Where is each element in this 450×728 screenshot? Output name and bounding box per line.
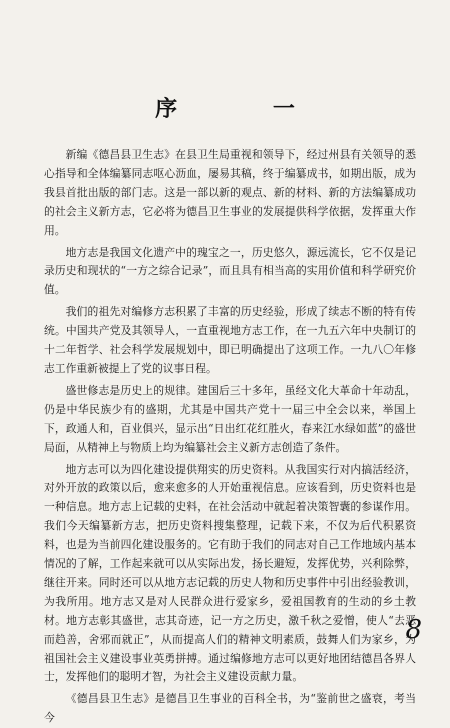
paragraph: 《德昌县卫生志》是德昌卫生事业的百科全书，为“鉴前世之盛衰，考当今 xyxy=(44,692,416,725)
paragraph: 盛世修志是历史上的规律。建国后三十多年，虽经文化大革命十年动乱，仍是中华民族少有的盛期，尤其是中国共产党十一届三中全会以来，举国上下，政通人和，百业俱兴，显示出“日出红花红胜火，春来江水绿如蓝”的盛世局面，从精神上与物质上均为编纂社会主义新方志创造了条件。 xyxy=(44,383,416,454)
page-number: 8 xyxy=(405,615,422,645)
paragraph: 新编《德昌县卫生志》在县卫生局重视和领导下，经过州县有关领导的悉心指导和全体编纂同志呕心沥血，屡易其稿，终于编纂成书，如期出版，成为我县首批出版的部门志。这是一部以新的观点、新的材料、新的方法编纂成功的社会主义新方志，它必将为德昌卫生事业的发展提供科学依据，发挥重大作用。 xyxy=(44,148,416,237)
preface-body xyxy=(44,146,416,728)
page-title: 序 一 xyxy=(155,96,339,122)
paragraph: 地方志是我国文化遗产中的瑰宝之一，历史悠久，源远流长，它不仅是记录历史和现状的“一方之综合记录”，而且具有相当高的实用价值和科学研究价值。 xyxy=(44,245,416,297)
paragraph: 我们的祖先对编修方志积累了丰富的历史经验，形成了续志不断的特有传统。中国共产党及其领导人，一直重视地方志工作，在一九五六年中央制订的十二年哲学、社会科学发展规划中，即已明确提出了这项工作。一九八〇年修志工作重新被提上了党的议事日程。 xyxy=(44,305,416,375)
paragraph: 地方志可以为四化建设提供翔实的历史资料。从我国实行对内搞活经济，对外开放的政策以后，愈来愈多的人开始重视信息。应该看到，历史资料也是一种信息。地方志上记载的史料，在社会活动中就起着决策智囊的参谋作用。我们今天编纂新方志，把历史资料搜集整理，记载下来，不仅为后代积累资料，也是为当前四化建设服务的。它有助于我们的同志对自己工作地域内基本情况的了解，工作起来就可以从实际出发，扬长避短，发挥优势，兴利除弊，继往开来。同时还可以从地方志记载的历史人物和历史事件中引出经验教训，为我所用。地方志又是对人民群众进行爱家乡，爱祖国教育的生动的乡土教材。地方志彰其盛世，志其奇迹，记一方之历史，激千秋之爱憎，使人“去恶而趋善，舍邪而就正”，从而提高人们的精神文明素质，鼓舞人们为家乡，为祖国社会主义建设事业英勇拼搏。通过编修地方志可以更好地团结德昌各界人士，发挥他们的聪明才智，为社会主义建设贡献力量。 xyxy=(44,462,416,684)
